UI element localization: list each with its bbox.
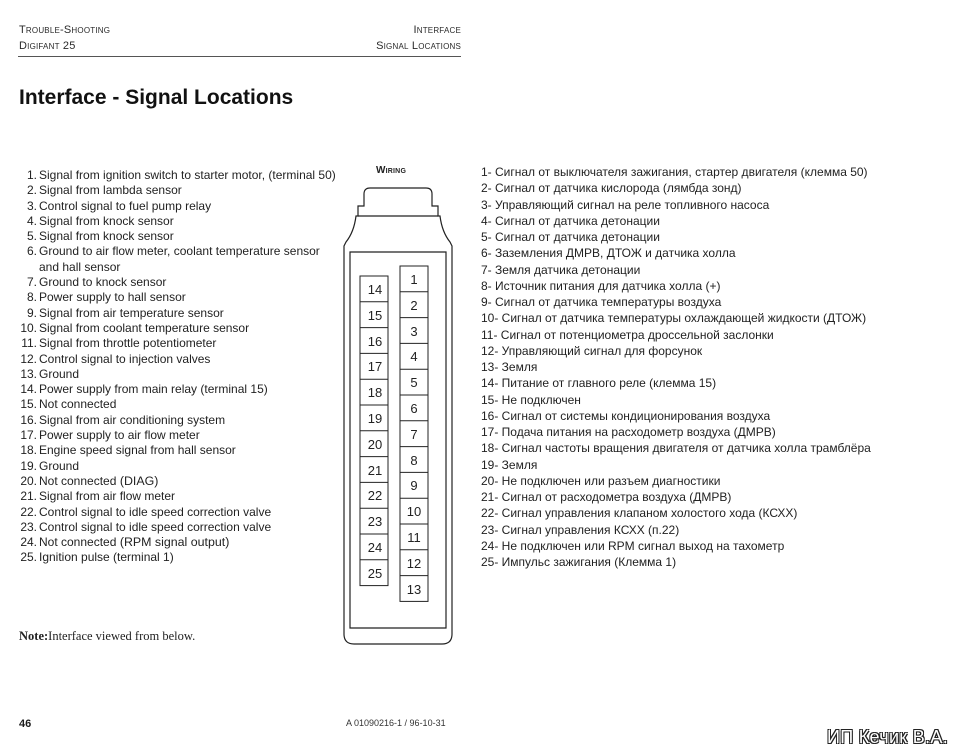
russian-item: 11- Сигнал от потенциометра дроссельной заслонки [481, 327, 774, 342]
english-item [16, 550, 336, 565]
russian-item: 20- Не подключен или разъем диагностики [481, 473, 721, 488]
item-text: Ground [39, 458, 80, 473]
english-item [16, 352, 336, 367]
item-number: 6. [26, 244, 37, 259]
note [19, 629, 195, 644]
header-system-name: Digifant 25 [19, 40, 76, 52]
russian-item: 3- Управляющий сигнал на реле топливного насоса [481, 197, 770, 212]
connector-pin-11: 11 [407, 530, 421, 545]
english-item [16, 168, 336, 183]
connector-pin-17: 17 [367, 359, 383, 375]
connector-pin-20: 20 [367, 436, 383, 452]
item-text: Not connected [39, 473, 117, 488]
item-number: 16. [20, 412, 37, 427]
english-signal-list [16, 168, 336, 566]
header-topic: Signal Locations [376, 40, 461, 52]
english-item [16, 290, 336, 305]
connector-pin-18: 18 [367, 385, 383, 401]
russian-item: 19- Земля [481, 457, 538, 472]
item-text: Signal from throttle potentiometer [39, 336, 217, 351]
connector-pin-15: 15 [367, 307, 383, 323]
russian-item: 14- Питание от главного реле (клемма 15) [481, 376, 717, 391]
connector-pin-22: 22 [367, 488, 383, 504]
item-text: Signal from knock sensor [39, 229, 174, 244]
connector-pin-7: 7 [410, 426, 418, 442]
item-number: 22. [20, 504, 37, 519]
item-number: 25. [20, 550, 37, 565]
page-title: Interface - Signal Locations [19, 86, 294, 109]
connector-pin-21: 21 [367, 462, 383, 478]
russian-item: 6- Заземления ДМРВ, ДТОЖ и датчика холла [481, 246, 736, 261]
watermark: ИП Кечик В.А. [827, 727, 948, 747]
item-text: Power supply from main relay (terminal 15) [39, 382, 268, 397]
russian-item: 9- Сигнал от датчика температуры воздуха [481, 295, 722, 309]
item-text: Ground to knock sensor [39, 275, 167, 290]
item-number: 21. [20, 489, 37, 504]
item-text: Control signal to injection valves [39, 351, 211, 366]
item-number: 12. [20, 351, 37, 366]
item-text-continued: and hall sensor [39, 259, 121, 274]
english-item [16, 306, 336, 321]
item-number: 18. [20, 443, 37, 458]
connector-pin-9: 9 [410, 478, 418, 494]
item-number: 7. [26, 275, 37, 290]
item-number: 8. [26, 290, 37, 305]
item-number: 9. [26, 305, 37, 320]
english-item [16, 183, 336, 198]
connector-pin-4: 4 [410, 349, 418, 365]
connector-pin-14: 14 [367, 282, 383, 297]
connector-pin-24: 24 [367, 540, 383, 555]
item-text: Signal from air temperature sensor [39, 305, 224, 320]
russian-item: 22- Сигнал управления клапаном холостого хода (КСХХ) [481, 506, 798, 521]
item-number: 4. [26, 213, 37, 228]
russian-item: 13- Земля [481, 360, 538, 374]
item-number: 2. [26, 183, 37, 198]
english-item [16, 520, 336, 535]
russian-item: 4- Сигнал от датчика детонации [481, 213, 660, 228]
english-item [16, 428, 336, 443]
russian-item: 24- Не подключен или RPM сигнал выход на тахометр [481, 538, 785, 553]
item-text: Ignition pulse (terminal 1) [39, 550, 174, 565]
item-number: 23. [20, 519, 37, 534]
english-item [16, 397, 336, 412]
item-text: Not connected [39, 397, 117, 412]
item-text: Signal from air conditioning system [39, 412, 226, 427]
english-item [16, 489, 336, 504]
item-text: Power supply to hall sensor [39, 290, 186, 305]
russian-item: 1- Сигнал от выключателя зажигания, стартер двигателя (клемма 50) [481, 165, 868, 179]
item-number: 15. [20, 397, 37, 412]
russian-item: 5- Сигнал от датчика детонации [481, 230, 660, 244]
english-item [16, 505, 336, 520]
russian-item: 21- Сигнал от расходометра воздуха (ДМРВ) [481, 490, 732, 504]
russian-item: 7- Земля датчика детонации [481, 262, 641, 277]
document-reference: A 01090216-1 / 96-10-31 [346, 718, 446, 728]
russian-item: 25- Импульс зажигания (Клемма 1) [481, 555, 677, 569]
connector-pin-1: 1 [410, 272, 418, 287]
item-number: 13. [20, 366, 37, 381]
item-number: 17. [20, 428, 37, 443]
russian-item: 17- Подача питания на расходометр воздуха (ДМРВ) [481, 425, 776, 439]
russian-item: 16- Сигнал от системы кондиционирования воздуха [481, 408, 771, 423]
english-item [16, 321, 336, 336]
english-item [16, 459, 336, 474]
note-label: Note: [19, 629, 49, 643]
russian-item: 23- Сигнал управления КСХХ (п.22) [481, 522, 680, 537]
item-text: Signal from air flow meter [39, 489, 176, 504]
item-text: Signal from lambda sensor [39, 183, 182, 198]
connector-pin-6: 6 [410, 401, 418, 416]
item-text: Ground [39, 366, 80, 381]
english-item [16, 229, 336, 244]
note-text: Interface viewed from below. [48, 629, 196, 643]
wiring-label: Wiring [376, 165, 407, 176]
item-extra: (RPM signal output) [116, 535, 230, 550]
english-item [16, 214, 336, 229]
item-text: Power supply to air flow meter [39, 428, 200, 443]
english-item [16, 535, 336, 550]
header-section-title: Trouble-Shooting [19, 24, 111, 36]
connector-pin-25: 25 [367, 565, 383, 581]
connector-pin-16: 16 [367, 333, 383, 349]
connector-pin-12: 12 [406, 555, 422, 571]
connector-pin-5: 5 [410, 375, 418, 391]
item-text: Signal from ignition switch to starter motor, (terminal 50) [39, 168, 336, 182]
item-text: Not connected [39, 535, 117, 550]
connector-pin-2: 2 [410, 297, 418, 313]
item-text: Signal from knock sensor [39, 213, 174, 228]
item-number: 1. [26, 168, 37, 182]
item-text: Control signal to fuel pump relay [39, 198, 212, 213]
connector-pin-19: 19 [367, 411, 383, 426]
russian-item: 15- Не подключен [481, 392, 581, 407]
english-item [16, 336, 336, 351]
english-item [16, 474, 336, 489]
item-number: 19. [20, 458, 37, 473]
russian-signal-list [481, 164, 871, 570]
header-right [340, 22, 461, 54]
russian-item: 18- Сигнал частоты вращения двигателя от датчика холла трамблёра [481, 441, 871, 456]
page-number: 46 [19, 718, 32, 730]
russian-item: 2- Сигнал от датчика кислорода (лямбда зонд) [481, 181, 742, 196]
connector-pin-13: 13 [406, 581, 422, 597]
item-text: Engine speed signal from hall sensor [39, 443, 236, 458]
item-number: 20. [20, 473, 37, 488]
english-item [16, 275, 336, 290]
item-number: 10. [20, 320, 37, 335]
header-left [19, 22, 110, 54]
connector-pin-10: 10 [406, 504, 422, 520]
item-number: 5. [26, 229, 37, 244]
russian-item: 12- Управляющий сигнал для форсунок [481, 343, 703, 358]
item-number: 11. [21, 336, 37, 351]
english-item [16, 413, 336, 428]
item-extra: (DIAG) [116, 473, 159, 488]
item-text: Control signal to idle speed correction valve [39, 504, 272, 519]
connector-pin-3: 3 [410, 323, 418, 339]
header-chapter: Interface [413, 24, 461, 36]
connector-pin-8: 8 [410, 452, 418, 468]
item-number: 24. [20, 535, 37, 550]
english-item [16, 367, 336, 382]
connector-diagram [342, 186, 454, 646]
item-number: 3. [26, 198, 37, 213]
item-text: Control signal to idle speed correction valve [39, 519, 272, 534]
connector-pin-23: 23 [367, 514, 383, 530]
english-item [16, 244, 336, 275]
english-item [16, 443, 336, 458]
header-rule [18, 56, 461, 57]
english-item [16, 382, 336, 397]
english-item [16, 199, 336, 214]
item-number: 14. [20, 382, 37, 397]
item-text: Ground to air flow meter, coolant temperature sensor [39, 244, 320, 259]
russian-item: 8- Источник питания для датчика холла (+) [481, 278, 721, 293]
item-text: Signal from coolant temperature sensor [39, 320, 250, 335]
russian-item: 10- Сигнал от датчика температуры охлаждающей жидкости (ДТОЖ) [481, 311, 867, 326]
